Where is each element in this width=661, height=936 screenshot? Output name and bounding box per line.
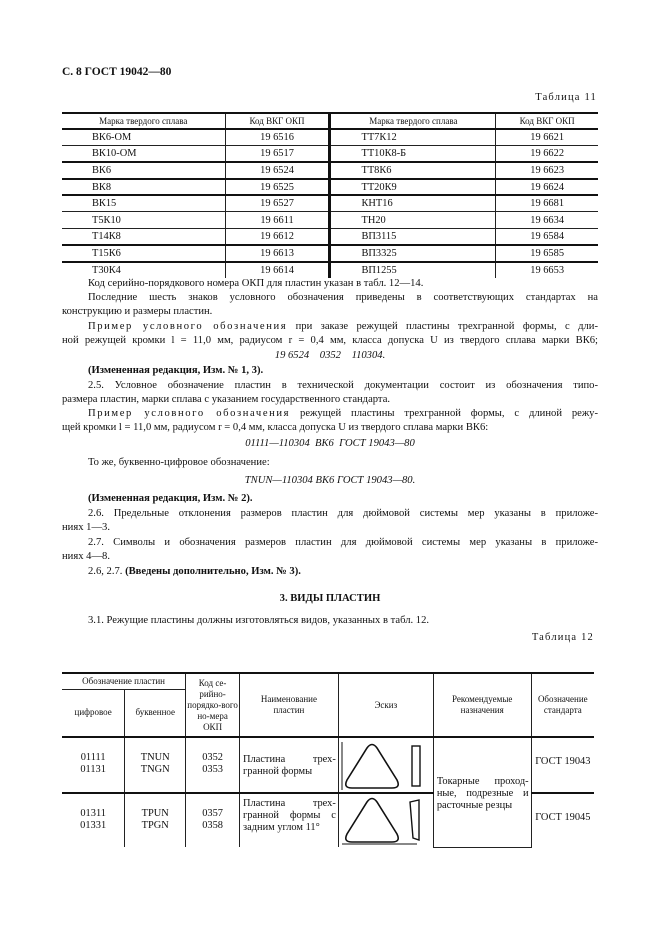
text-span: при заказе режущей пластины трехгранной формы, с дли- bbox=[287, 321, 598, 332]
paragraph-line: ной режущей кромки l = 11,0 мм, радиусом r = 0,4 мм, класса допуска U из твердого сплава марки ВК6; bbox=[62, 335, 598, 346]
cell: 19 6624 bbox=[496, 179, 598, 196]
example-designation: 19 6524 0352 110304. bbox=[274, 350, 386, 361]
table-row bbox=[62, 229, 598, 246]
table-row bbox=[62, 179, 598, 196]
cell: ТТ8К6 bbox=[330, 162, 496, 179]
table-12-label: Таблица 12 bbox=[531, 632, 594, 643]
column-header: цифровое bbox=[62, 689, 125, 737]
cell: ТТ20К9 bbox=[330, 179, 496, 196]
cell: Токарные проход-ные, подрезные и расточные резцы bbox=[433, 737, 531, 847]
cell: ВП3325 bbox=[330, 245, 496, 262]
cell: 19 6611 bbox=[225, 212, 330, 229]
paragraph-line: То же, буквенно-цифровое обозначение: bbox=[88, 457, 270, 468]
example-designation: 01111—110304 ВК6 ГОСТ 19043—80 bbox=[245, 438, 415, 449]
paragraph-line: ниях 1—3. bbox=[62, 522, 110, 533]
cell: Т14К8 bbox=[62, 229, 225, 246]
cell: 19 6516 bbox=[225, 129, 330, 146]
paragraph-line bbox=[62, 320, 598, 333]
cell: ВК8 bbox=[62, 179, 225, 196]
table-row bbox=[62, 737, 594, 793]
change-note: (Измененная редакция, Изм. № 1, 3). bbox=[88, 365, 264, 376]
paragraph-line: размера пластин, марки сплава с указанием государственного стандарта. bbox=[62, 394, 391, 405]
change-note: (Введены дополнительно, Изм. № 3). bbox=[125, 566, 301, 577]
example-label: Пример условного обозначения bbox=[88, 408, 291, 419]
cell: ТТ10К8-Б bbox=[330, 146, 496, 163]
cell: TPUN TPGN bbox=[125, 793, 186, 847]
table-row bbox=[62, 245, 598, 262]
column-header: Рекомендуемые назначения bbox=[433, 673, 531, 737]
cell: 19 6524 bbox=[225, 162, 330, 179]
cell: ТТ7К12 bbox=[330, 129, 496, 146]
column-header: Обозначение пластин bbox=[62, 673, 186, 689]
cell: Т30К4 bbox=[62, 262, 225, 279]
paragraph-line: 2.6. Предельные отклонения размеров пластин для дюймовой системы мер указаны в приложе- bbox=[88, 508, 598, 519]
cell: ВК6 bbox=[62, 162, 225, 179]
cell: 01111 01131 bbox=[62, 737, 125, 793]
page-header: С. 8 ГОСТ 19042—80 bbox=[62, 66, 172, 78]
column-header: Эскиз bbox=[338, 673, 433, 737]
paragraph-line bbox=[62, 565, 598, 578]
cell: Пластина трех-гранной формы bbox=[240, 737, 339, 793]
text-span: режущей пластины трехгранной формы, с длиной режу- bbox=[290, 408, 598, 419]
table-12 bbox=[62, 672, 594, 848]
example-designation: TNUN—110304 ВК6 ГОСТ 19043—80. bbox=[244, 475, 416, 486]
sketch-cell bbox=[338, 737, 433, 793]
cell: ВК10-ОМ bbox=[62, 146, 225, 163]
cell: ГОСТ 19043 bbox=[531, 737, 594, 793]
column-header: Наименование пластин bbox=[240, 673, 339, 737]
text-span: 2.6, 2.7. bbox=[88, 566, 126, 577]
table-row bbox=[62, 195, 598, 212]
cell: 0357 0358 bbox=[186, 793, 240, 847]
column-header: Код ВКГ ОКП bbox=[225, 113, 330, 129]
table-row bbox=[62, 262, 598, 279]
paragraph-line: Код серийно-порядкового номера ОКП для пластин указан в табл. 12—14. bbox=[88, 278, 424, 289]
cell: 19 6622 bbox=[496, 146, 598, 163]
table-row bbox=[62, 129, 598, 146]
cell: ВП1255 bbox=[330, 262, 496, 279]
cell: 19 6612 bbox=[225, 229, 330, 246]
table-11 bbox=[62, 112, 598, 278]
cell: 19 6585 bbox=[496, 245, 598, 262]
sketch-cell bbox=[338, 793, 433, 847]
triangle-insert-sketch bbox=[339, 738, 433, 792]
column-header: Код ВКГ ОКП bbox=[496, 113, 598, 129]
change-note: (Измененная редакция, Изм. № 2). bbox=[88, 493, 253, 504]
paragraph-line: конструкцию и размеры пластин. bbox=[62, 306, 213, 317]
table-row bbox=[62, 162, 598, 179]
cell: 19 6517 bbox=[225, 146, 330, 163]
column-header: Код се-рийно-порядко-вого но-мера ОКП bbox=[186, 673, 240, 737]
column-header: Марка твердого сплава bbox=[330, 113, 496, 129]
cell: Пластина трех-гранной формы с задним углом 11° bbox=[240, 793, 339, 847]
cell: 19 6613 bbox=[225, 245, 330, 262]
cell: TNUN TNGN bbox=[125, 737, 186, 793]
paragraph-line: щей кромки l = 11,0 мм, радиусом r = 0,4 мм, класса допуска U из твердого сплава марки ВК6: bbox=[62, 422, 489, 433]
cell: 19 6621 bbox=[496, 129, 598, 146]
cell: 19 6527 bbox=[225, 195, 330, 212]
paragraph-line bbox=[62, 407, 598, 420]
cell: Т5К10 bbox=[62, 212, 225, 229]
cell: 19 6634 bbox=[496, 212, 598, 229]
column-header: Обозначение стандарта bbox=[531, 673, 594, 737]
cell: 19 6623 bbox=[496, 162, 598, 179]
column-header: буквенное bbox=[125, 689, 186, 737]
cell: ВК15 bbox=[62, 195, 225, 212]
paragraph-line: Последние шесть знаков условного обозначения приведены в соответствующих стандартах на bbox=[88, 292, 598, 303]
paragraph-line: ниях 4—8. bbox=[62, 551, 110, 562]
table-11-label: Таблица 11 bbox=[535, 92, 597, 103]
table-row bbox=[62, 212, 598, 229]
cell: 19 6614 bbox=[225, 262, 330, 279]
cell: 19 6653 bbox=[496, 262, 598, 279]
cell: 0352 0353 bbox=[186, 737, 240, 793]
column-header: Марка твердого сплава bbox=[62, 113, 225, 129]
paragraph-line: 2.7. Символы и обозначения размеров пластин для дюймовой системы мер указаны в приложе- bbox=[88, 537, 598, 548]
cell: 19 6525 bbox=[225, 179, 330, 196]
cell: ВК6-ОМ bbox=[62, 129, 225, 146]
cell: ГОСТ 19045 bbox=[531, 793, 594, 847]
cell: 19 6681 bbox=[496, 195, 598, 212]
triangle-insert-clearance-sketch bbox=[339, 794, 433, 846]
cell: ВП3115 bbox=[330, 229, 496, 246]
cell: ТН20 bbox=[330, 212, 496, 229]
example-label: Пример условного обозначения bbox=[88, 321, 288, 332]
table-header-row bbox=[62, 113, 598, 129]
section-heading: 3. ВИДЫ ПЛАСТИН bbox=[279, 593, 381, 604]
table-row bbox=[62, 146, 598, 163]
paragraph-line: 3.1. Режущие пластины должны изготовляться видов, указанных в табл. 12. bbox=[88, 615, 430, 626]
cell: Т15К6 bbox=[62, 245, 225, 262]
paragraph-line: 2.5. Условное обозначение пластин в технической документации состоит из обозначения типо- bbox=[88, 380, 598, 391]
cell: КНТ16 bbox=[330, 195, 496, 212]
cell: 01311 01331 bbox=[62, 793, 125, 847]
cell: 19 6584 bbox=[496, 229, 598, 246]
